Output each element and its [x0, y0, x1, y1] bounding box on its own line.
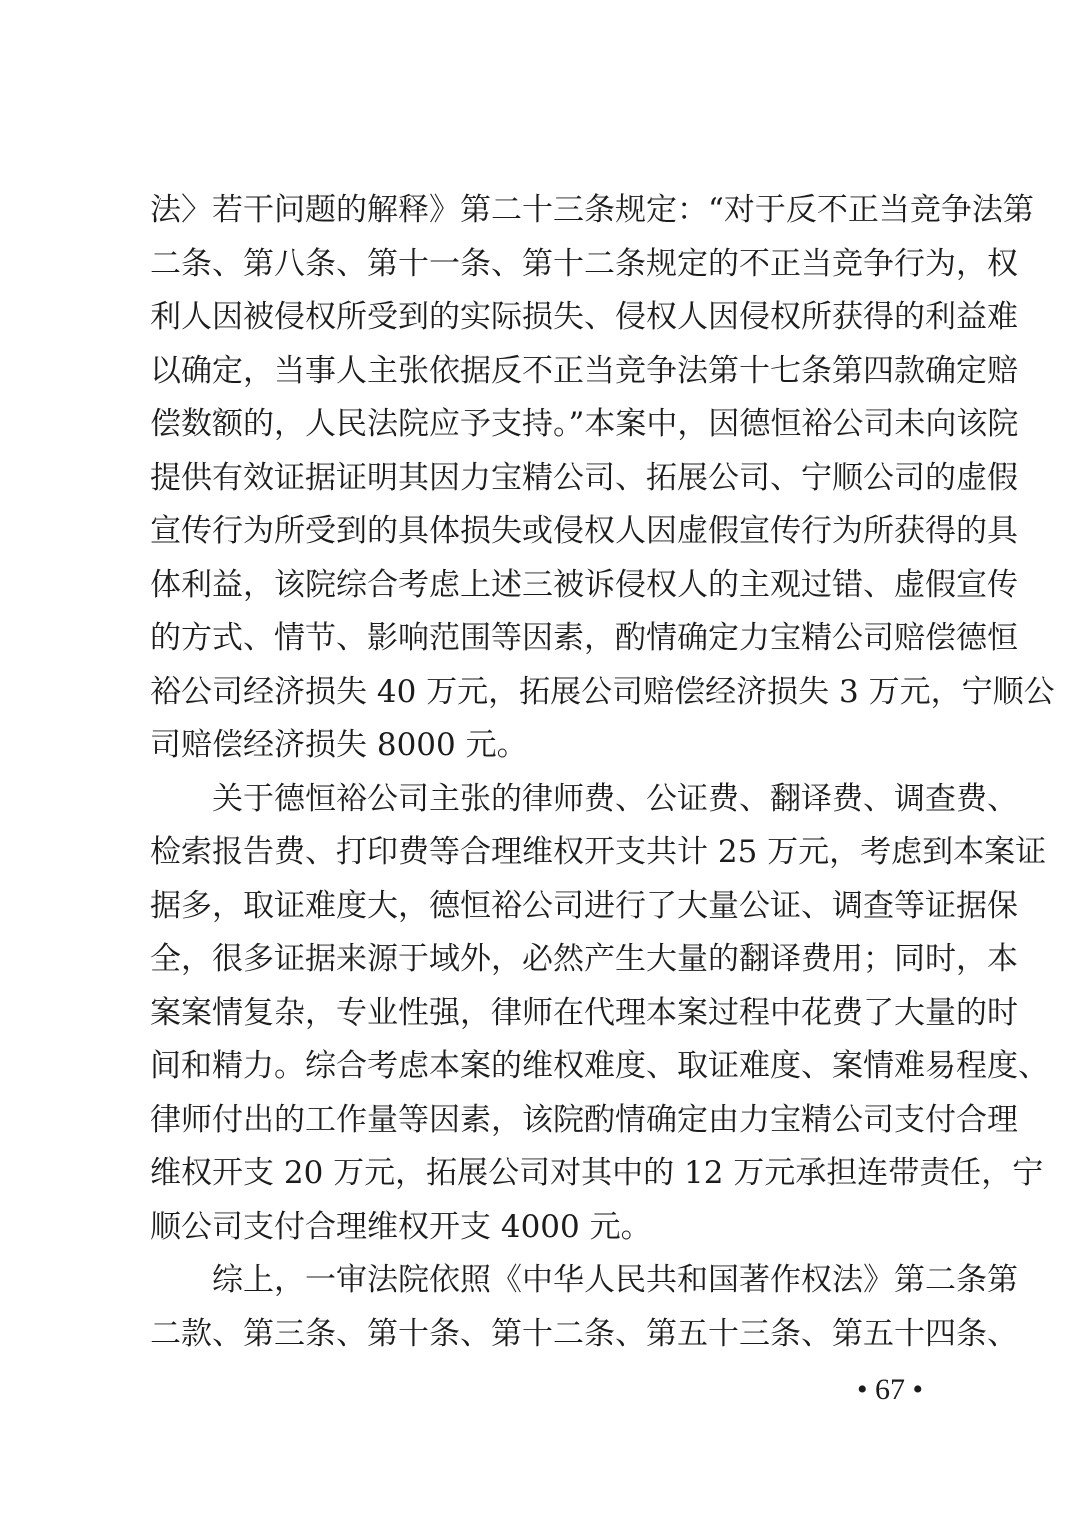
body-text	[150, 184, 1055, 1361]
text-line: 法〉若干问题的解释》第二十三条规定：“对于反不正当竞争法第	[150, 192, 1034, 228]
text-line: 间和精力。综合考虑本案的维权难度、取证难度、案情难易程度、	[150, 1048, 1049, 1084]
page-number: • 67 •	[856, 1373, 923, 1406]
text-line: 以确定，当事人主张依据反不正当竞争法第十七条第四款确定赔	[150, 352, 1018, 389]
paragraph-start-line: 综上，一审法院依照《中华人民共和国著作权法》第二条第	[212, 1262, 1018, 1298]
text-line: 律师付出的工作量等因素，该院酌情确定由力宝精公司支付合理	[150, 1101, 1018, 1138]
text-line: 检索报告费、打印费等合理维权开支共计 25 万元，考虑到本案证	[150, 834, 1047, 870]
paragraph-start-line: 关于德恒裕公司主张的律师费、公证费、翻译费、调查费、	[212, 780, 1018, 817]
text-line: 二款、第三条、第十条、第十二条、第五十三条、第五十四条、	[150, 1315, 1018, 1352]
text-line: 案案情复杂，专业性强，律师在代理本案过程中花费了大量的时	[150, 994, 1018, 1031]
text-line: 全，很多证据来源于域外，必然产生大量的翻译费用；同时，本	[150, 941, 1018, 977]
text-line: 裕公司经济损失 40 万元，拓展公司赔偿经济损失 3 万元，宁顺公	[150, 673, 1055, 710]
paragraph-end-line: 顺公司支付合理维权开支 4000 元。	[150, 1208, 652, 1245]
text-line: 体利益，该院综合考虑上述三被诉侵权人的主观过错、虚假宣传	[150, 566, 1018, 603]
text-line: 的方式、情节、影响范围等因素，酌情确定力宝精公司赔偿德恒	[150, 620, 1018, 656]
text-line: 维权开支 20 万元，拓展公司对其中的 12 万元承担连带责任，宁	[150, 1155, 1044, 1191]
text-line: 利人因被侵权所受到的实际损失、侵权人因侵权所获得的利益难	[150, 299, 1018, 335]
text-line: 据多，取证难度大，德恒裕公司进行了大量公证、调查等证据保	[150, 887, 1018, 924]
text-line: 二条、第八条、第十一条、第十二条规定的不正当竞争行为，权	[150, 245, 1018, 282]
text-line: 提供有效证据证明其因力宝精公司、拓展公司、宁顺公司的虚假	[150, 459, 1018, 496]
text-line: 宣传行为所受到的具体损失或侵权人因虚假宣传行为所获得的具	[150, 513, 1018, 549]
text-line: 偿数额的，人民法院应予支持。”本案中，因德恒裕公司未向该院	[150, 406, 1019, 442]
paragraph-end-line: 司赔偿经济损失 8000 元。	[150, 727, 528, 763]
